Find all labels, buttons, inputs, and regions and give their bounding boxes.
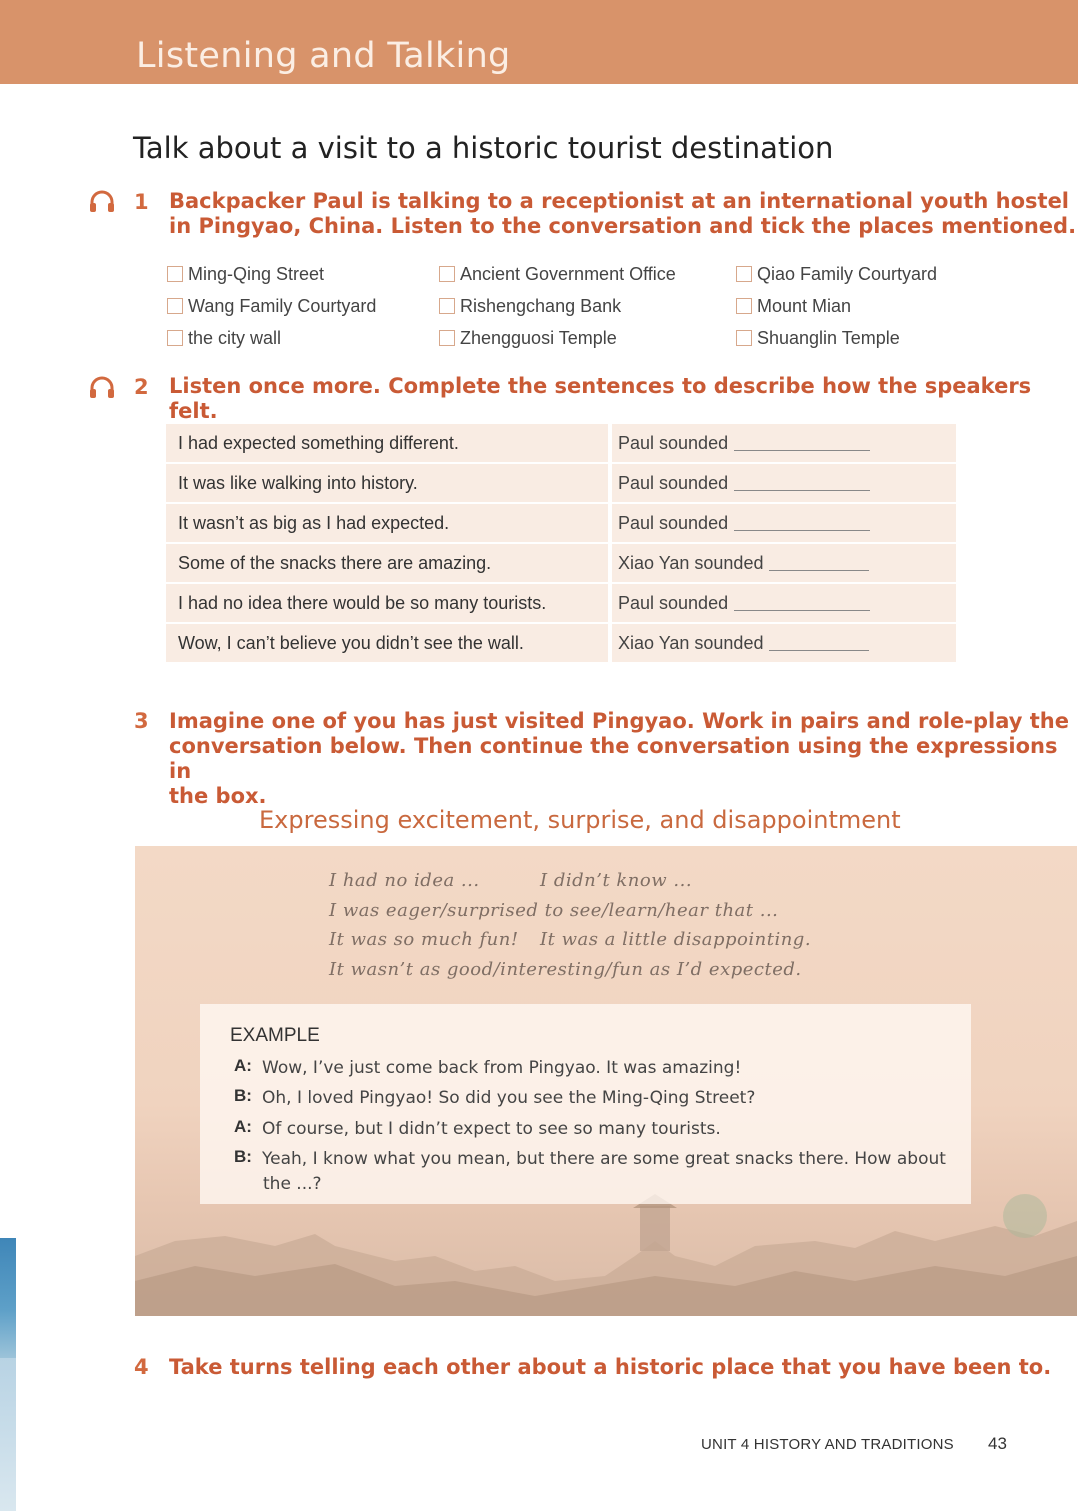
task-number-3: 3 bbox=[134, 709, 149, 733]
task1-instruction bbox=[169, 189, 1076, 239]
task3-instruction-line1: Imagine one of you has just visited Pingyao. Work in pairs and role-play the bbox=[169, 709, 1069, 733]
checkbox[interactable] bbox=[736, 266, 752, 282]
task-number-2: 2 bbox=[134, 375, 149, 399]
answer-cell bbox=[608, 544, 956, 584]
place-item[interactable] bbox=[167, 322, 376, 354]
headphones-icon bbox=[89, 376, 115, 400]
expression-line: I was eager/surprised to see/learn/hear that ... bbox=[329, 900, 779, 921]
expression-line: It wasn’t as good/interesting/fun as I’d expected. bbox=[329, 959, 802, 980]
section-title: Listening and Talking bbox=[136, 36, 511, 76]
task4-instruction: Take turns telling each other about a historic place that you have been to. bbox=[169, 1355, 1052, 1379]
checkbox[interactable] bbox=[439, 298, 455, 314]
checkbox[interactable] bbox=[167, 330, 183, 346]
expression-line: It was so much fun! bbox=[329, 929, 519, 950]
task3-instruction bbox=[169, 709, 1080, 809]
task3-instruction-line3: the box. bbox=[169, 784, 267, 808]
speaker-label: B: bbox=[234, 1147, 252, 1166]
expression-line: I had no idea ... bbox=[329, 870, 480, 891]
answer-cell bbox=[608, 624, 956, 664]
headphones-icon bbox=[89, 190, 115, 214]
answer-blank[interactable] bbox=[769, 556, 869, 571]
checkbox[interactable] bbox=[736, 298, 752, 314]
dialogue-continuation: the ...? bbox=[263, 1174, 322, 1194]
table-row bbox=[166, 624, 956, 664]
speaker-label: Xiao Yan sounded bbox=[618, 552, 764, 573]
sentence-cell: I had no idea there would be so many tourists. bbox=[166, 584, 608, 624]
checkbox[interactable] bbox=[736, 330, 752, 346]
answer-blank[interactable] bbox=[734, 476, 870, 491]
example-line bbox=[234, 1086, 755, 1110]
footer-unit-label: UNIT 4 HISTORY AND TRADITIONS bbox=[701, 1436, 954, 1453]
answer-blank[interactable] bbox=[734, 596, 870, 611]
checkbox[interactable] bbox=[167, 266, 183, 282]
place-label: Shuanglin Temple bbox=[757, 327, 900, 348]
answer-blank[interactable] bbox=[769, 636, 869, 651]
table-row bbox=[166, 504, 956, 544]
places-column-2 bbox=[439, 258, 676, 354]
place-label: Mount Mian bbox=[757, 295, 852, 316]
answer-cell bbox=[608, 424, 956, 464]
dialogue-text: Yeah, I know what you mean, but there are some great snacks there. How about bbox=[262, 1149, 946, 1169]
decorative-strip bbox=[0, 1358, 16, 1511]
table-row bbox=[166, 464, 956, 504]
example-line bbox=[234, 1117, 721, 1141]
page-title: Talk about a visit to a historic tourist destination bbox=[133, 131, 834, 165]
example-label: EXAMPLE bbox=[230, 1025, 320, 1046]
speaker-label: A: bbox=[234, 1117, 252, 1136]
task-number-4: 4 bbox=[134, 1355, 149, 1379]
answer-blank[interactable] bbox=[734, 436, 870, 451]
table-row bbox=[166, 544, 956, 584]
answer-cell bbox=[608, 464, 956, 504]
task2-instruction: Listen once more. Complete the sentences to describe how the speakers felt. bbox=[169, 374, 1032, 423]
place-label: Rishengchang Bank bbox=[460, 295, 622, 316]
answer-cell bbox=[608, 504, 956, 544]
place-item[interactable] bbox=[439, 322, 676, 354]
sentence-cell: Some of the snacks there are amazing. bbox=[166, 544, 608, 584]
task-number-1: 1 bbox=[134, 190, 149, 214]
place-item[interactable] bbox=[736, 322, 937, 354]
place-item[interactable] bbox=[736, 290, 937, 322]
place-item[interactable] bbox=[736, 258, 937, 290]
place-label: Wang Family Courtyard bbox=[188, 295, 377, 316]
sentence-table bbox=[166, 424, 956, 664]
example-line bbox=[234, 1056, 741, 1080]
places-column-3 bbox=[736, 258, 937, 354]
example-line bbox=[234, 1147, 962, 1171]
task3-instruction-line2: conversation below. Then continue the conversation using the expressions in bbox=[169, 734, 1058, 783]
place-item[interactable] bbox=[439, 258, 676, 290]
place-label: Zhengguosi Temple bbox=[460, 327, 617, 348]
checkbox[interactable] bbox=[167, 298, 183, 314]
answer-cell bbox=[608, 584, 956, 624]
sentence-cell: I had expected something different. bbox=[166, 424, 608, 464]
expression-line: It was a little disappointing. bbox=[540, 929, 812, 950]
dialogue-text: Of course, but I didn’t expect to see so many tourists. bbox=[262, 1119, 721, 1139]
answer-blank[interactable] bbox=[734, 516, 870, 531]
place-label: Ancient Government Office bbox=[460, 263, 676, 284]
checkbox[interactable] bbox=[439, 266, 455, 282]
speaker-label: Paul sounded bbox=[618, 472, 729, 493]
expression-line: I didn’t know ... bbox=[540, 870, 693, 891]
speaker-label: Paul sounded bbox=[618, 512, 729, 533]
speaker-label: A: bbox=[234, 1056, 252, 1075]
dialogue-text: Wow, I’ve just come back from Pingyao. It was amazing! bbox=[262, 1058, 742, 1078]
speaker-label: Paul sounded bbox=[618, 592, 729, 613]
places-column-1 bbox=[167, 258, 376, 354]
table-row bbox=[166, 584, 956, 624]
expression-box-title: Expressing excitement, surprise, and disappointment bbox=[259, 806, 901, 834]
speaker-label: Xiao Yan sounded bbox=[618, 632, 764, 653]
place-label: Ming-Qing Street bbox=[188, 263, 325, 284]
rooftops-illustration bbox=[135, 1186, 1077, 1316]
decorative-strip bbox=[0, 1238, 16, 1358]
place-item[interactable] bbox=[167, 258, 376, 290]
sentence-cell: It was like walking into history. bbox=[166, 464, 608, 504]
place-item[interactable] bbox=[167, 290, 376, 322]
task1-instruction-line2: in Pingyao, China. Listen to the conversation and tick the places mentioned. bbox=[169, 214, 1077, 238]
place-item[interactable] bbox=[439, 290, 676, 322]
page-number: 43 bbox=[988, 1434, 1007, 1453]
speaker-label: B: bbox=[234, 1086, 252, 1105]
table-row bbox=[166, 424, 956, 464]
place-label: Qiao Family Courtyard bbox=[757, 263, 938, 284]
speaker-label: Paul sounded bbox=[618, 432, 729, 453]
sentence-cell: It wasn’t as big as I had expected. bbox=[166, 504, 608, 544]
dialogue-text: Oh, I loved Pingyao! So did you see the Ming-Qing Street? bbox=[262, 1088, 756, 1108]
checkbox[interactable] bbox=[439, 330, 455, 346]
sentence-cell: Wow, I can’t believe you didn’t see the wall. bbox=[166, 624, 608, 664]
place-label: the city wall bbox=[188, 327, 282, 348]
task1-instruction-line1: Backpacker Paul is talking to a receptionist at an international youth hostel bbox=[169, 189, 1070, 213]
